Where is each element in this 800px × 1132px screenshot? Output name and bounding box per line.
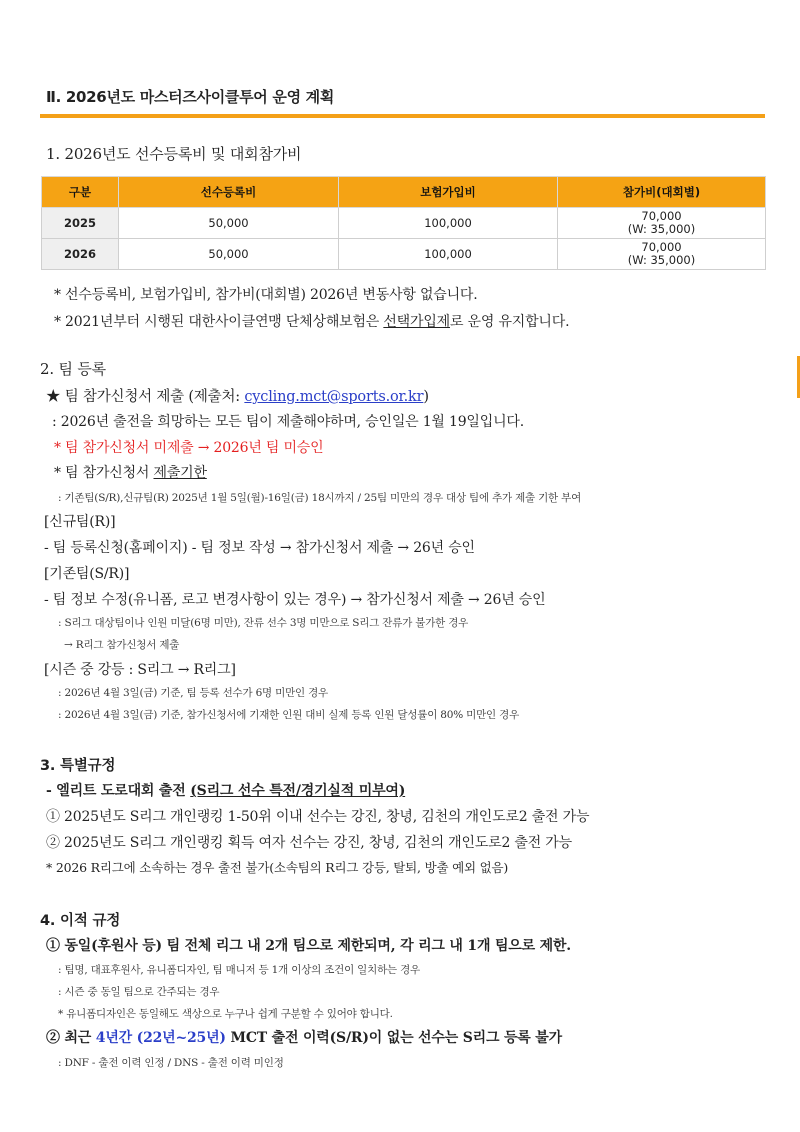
row-year: 2025: [42, 208, 119, 239]
header-fee: 참가비(대회별): [558, 177, 766, 208]
header-category: 구분: [42, 177, 119, 208]
section3-heading: 3. 특별규정: [40, 758, 116, 774]
row-year: 2026: [42, 239, 119, 270]
existing-note-2: → R리그 참가신청서 제출: [64, 639, 180, 651]
fee-value: 70,000: [641, 209, 682, 223]
existing-note-1: : S리그 대상팀이나 인원 미달(6명 미만), 잔류 선수 3명 미만으로 S리그 잔류가 불가한 경우: [58, 617, 469, 629]
transfer-note-4: : DNF - 출전 이력 인정 / DNS - 출전 이력 미인정: [58, 1057, 284, 1069]
new-team-heading: [신규팀(R)]: [44, 514, 116, 530]
deadline-text: * 팀 참가신청서: [54, 465, 154, 481]
deadline-underlined: 제출기한: [153, 465, 207, 481]
fee-table: [41, 176, 766, 270]
elite-underlined: (S리그 선수 특전/경기실적 미부여): [190, 783, 406, 799]
elite-text: - 엘리트 도로대회 출전: [46, 783, 191, 799]
page-title: Ⅱ. 2026년도 마스터즈사이클투어 운영 계획: [46, 88, 335, 106]
submit-email-link[interactable]: cycling.mct@sports.or.kr: [244, 389, 424, 405]
special-item-1: ① 2025년도 S리그 개인랭킹 1-50위 이내 선수는 강진, 창녕, 김천의 개인도로2 출전 가능: [46, 809, 590, 825]
section4-heading: 4. 이적 규정: [40, 913, 121, 929]
fee-value: 70,000: [641, 240, 682, 254]
transfer-period: 4년간 (22년~25년): [95, 1030, 226, 1046]
fee-note-2: [54, 311, 569, 331]
relegation-heading: [시즌 중 강등 : S리그 → R리그]: [44, 662, 236, 678]
submit-line: [46, 385, 429, 406]
existing-team-heading: [기존팀(S/R)]: [44, 566, 130, 582]
special-item-2: ② 2025년도 S리그 개인랭킹 획득 여자 선수는 강진, 창녕, 김천의 개인도로2 출전 가능: [46, 835, 572, 851]
deadline-detail: : 기존팀(S/R),신규팀(R) 2025년 1월 5일(월)-16일(금) 18시까지 / 25팀 미만의 경우 대상 팀에 추가 제출 기한 부여: [58, 492, 582, 504]
fee-note-1: * 선수등록비, 보험가입비, 참가비(대회별) 2026년 변동사항 없습니다.: [54, 287, 478, 303]
section2-heading: 2. 팀 등록: [40, 360, 106, 378]
new-team-flow: - 팀 등록신청(홈페이지) - 팀 정보 작성 → 참가신청서 제출 → 26년 승인: [44, 540, 475, 556]
transfer-item-2: [46, 1027, 562, 1047]
row-registration: 50,000: [119, 239, 339, 270]
header-insurance: 보험가입비: [339, 177, 558, 208]
fee-table-header: [42, 177, 766, 208]
relegation-note-1: : 2026년 4월 3일(금) 기준, 팀 등록 선수가 6명 미만인 경우: [58, 687, 328, 699]
existing-team-flow: - 팀 정보 수정(유니폼, 로고 변경사항이 있는 경우) → 참가신청서 제출 → 26년 승인: [44, 592, 546, 608]
note-underlined: 선택가입제: [383, 314, 450, 330]
transfer-note-1: : 팀명, 대표후원사, 유니폼디자인, 팀 매니저 등 1개 이상의 조건이 일치하는 경우: [58, 964, 420, 976]
deadline-line: [54, 462, 207, 482]
section-title-bar: [40, 86, 765, 118]
elite-race-line: [46, 780, 405, 800]
transfer-text: ② 최근: [46, 1030, 96, 1046]
transfer-note-3: * 유니폼디자인은 동일해도 색상으로 누구나 쉽게 구분할 수 있어야 합니다.: [58, 1008, 393, 1020]
special-note: * 2026 R리그에 소속하는 경우 출전 불가(소속팀의 R리그 강등, 탈퇴, 방출 예외 없음): [46, 860, 509, 875]
transfer-note-2: : 시즌 중 동일 팀으로 간주되는 경우: [58, 986, 220, 998]
approval-line: : 2026년 출전을 희망하는 모든 팀이 제출해야하며, 승인일은 1월 19일입니다.: [52, 414, 524, 430]
note-text: 로 운영 유지합니다.: [449, 314, 570, 330]
row-fee: [558, 239, 766, 270]
fee-note: (W: 35,000): [627, 253, 696, 267]
warning-line: * 팀 참가신청서 미제출 → 2026년 팀 미승인: [54, 440, 324, 456]
title-underline: [40, 114, 765, 118]
header-registration: 선수등록비: [119, 177, 339, 208]
row-registration: 50,000: [119, 208, 339, 239]
transfer-item-1: ① 동일(후원사 등) 팀 전체 리그 내 2개 팀으로 제한되며, 각 리그 내 1개 팀으로 제한.: [46, 938, 571, 954]
submit-text: ★ 팀 참가신청서 제출 (제출처:: [46, 389, 245, 405]
transfer-text: MCT 출전 이력(S/R)이 없는 선수는 S리그 등록 불가: [225, 1030, 562, 1046]
row-insurance: 100,000: [339, 239, 558, 270]
row-insurance: 100,000: [339, 208, 558, 239]
note-text: * 2021년부터 시행된 대한사이클연맹 단체상해보험은: [54, 314, 384, 330]
table-row: [42, 208, 766, 239]
table-row: [42, 239, 766, 270]
relegation-note-2: : 2026년 4월 3일(금) 기준, 참가신청서에 기재한 인원 대비 실제 등록 인원 달성률이 80% 미만인 경우: [58, 709, 520, 721]
section1-heading: 1. 2026년도 선수등록비 및 대회참가비: [46, 145, 302, 163]
row-fee: [558, 208, 766, 239]
submit-text: ): [423, 389, 429, 405]
fee-note: (W: 35,000): [627, 222, 696, 236]
